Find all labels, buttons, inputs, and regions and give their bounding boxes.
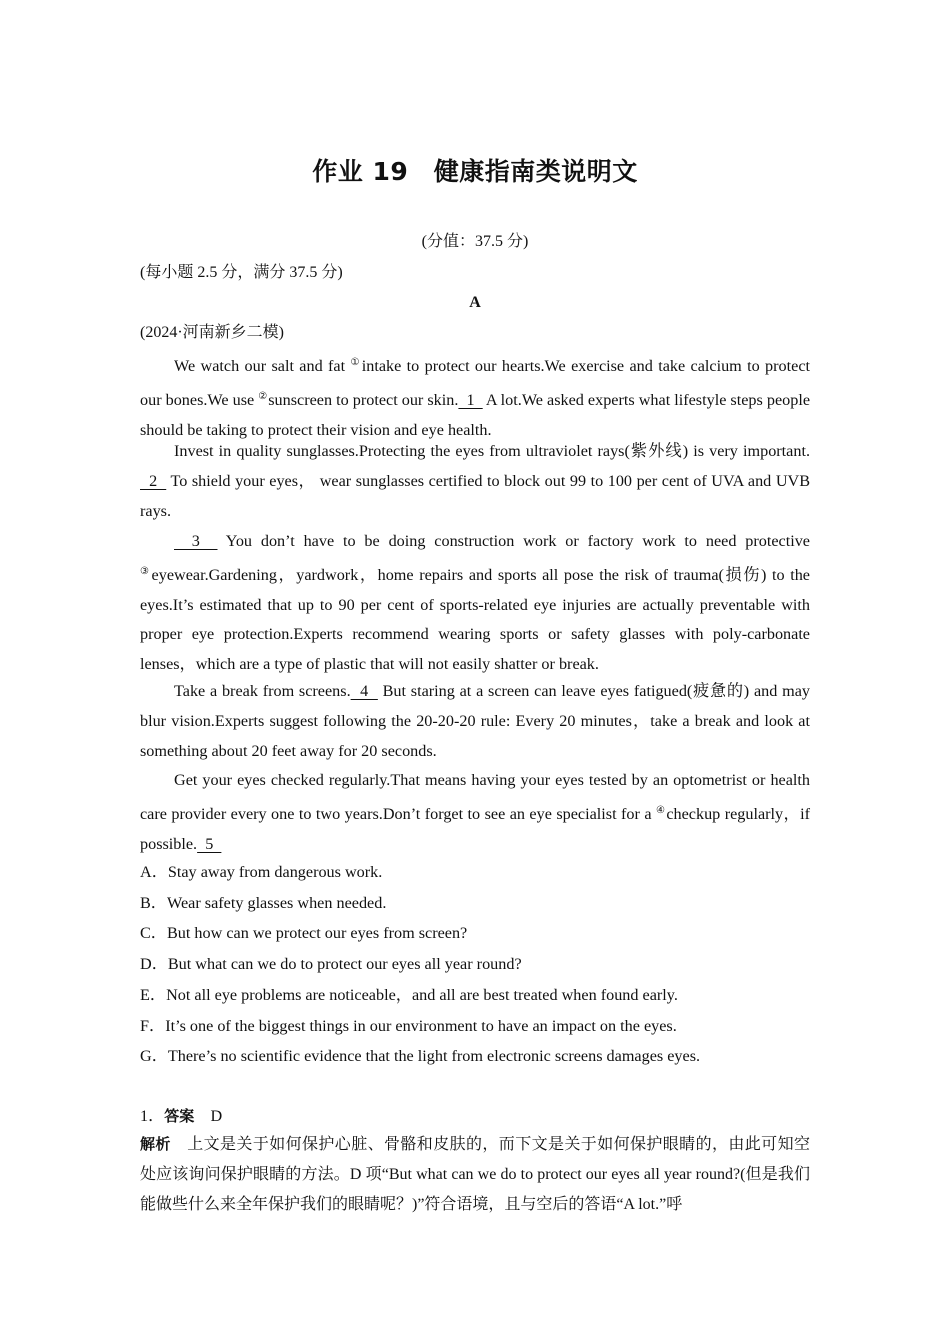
answer-value: D — [210, 1107, 223, 1125]
p3-text-b: eyewear.Gardening，yardwork，home repairs and sports all pose the risk of trauma(损伤) to the eyes.It’s estimated that up to 90 per cent of sports-related eye injuries are actually preventable with proper eye protection.Experts recommend wearing sports or safety glasses with poly-carbonate lenses，which are a type of plastic that will not easily shatter or break. — [140, 565, 810, 674]
p5-text-b: checkup regularly，if possible. — [140, 804, 811, 853]
p1-text-a: We watch our salt and fat — [174, 357, 351, 375]
explanation-label: 解析 — [140, 1135, 171, 1153]
option-g: G．There’s no scientific evidence that the light from electronic screens damages eyes. — [140, 1047, 701, 1065]
p1-text-b: intake to protect our hearts.We exercise and take calcium to protect our bones.We use — [140, 357, 810, 409]
option-a: A．Stay away from dangerous work. — [140, 863, 383, 881]
explanation — [140, 1130, 810, 1219]
blank-3: 3 — [174, 532, 218, 550]
option-f: F．It’s one of the biggest things in our environment to have an impact on the eyes. — [140, 1017, 677, 1035]
answer-line — [140, 1106, 810, 1126]
p1-text-d: A lot.We asked experts what lifestyle steps people should be taking to protect their vision and eye health. — [140, 390, 810, 439]
blank-1: 1 — [458, 390, 483, 409]
paragraph-3 — [140, 527, 810, 680]
p3-text-a: You don’t have to be doing construction work or factory work to need protective — [217, 532, 810, 550]
source-line: (2024·河南新乡二模) — [140, 324, 284, 341]
paragraph-4 — [140, 677, 810, 766]
p2-text-a: Invest in quality sunglasses.Protecting the eyes from ultraviolet rays(紫外线) is very important. — [174, 442, 810, 460]
option-b: B．Wear safety glasses when needed. — [140, 894, 387, 912]
p2-text-b: To shield your eyes， wear sunglasses certified to block out 99 to 100 per cent of UVA and UVB rays. — [140, 471, 810, 520]
blank-2: 2 — [140, 471, 167, 490]
paragraph-2 — [140, 437, 810, 526]
answer-label: 答案 — [164, 1107, 195, 1125]
footnote-marker-2: ② — [258, 390, 268, 402]
answer-number: 1． — [140, 1107, 165, 1125]
explanation-text: 上文是关于如何保护心脏、骨骼和皮肤的，而下文是关于如何保护眼睛的，由此可知空处应该询问保护眼睛的方法。D 项“But what can we do to protect our eyes all year round?(但是我们能做些什么来全年保护我们的眼睛呢？)”符合语境，且与空后的答语“A lot.”呼 — [140, 1136, 810, 1213]
footnote-marker-1: ① — [350, 357, 361, 368]
section-label: A — [469, 294, 481, 311]
option-e: E．Not all eye problems are noticeable，and all are best treated when found early. — [140, 986, 678, 1004]
p4-text-b: But staring at a screen can leave eyes fatigued(疲惫的) and may blur vision.Experts suggest following the 20-20-20 rule: Every 20 minutes，take a break and look at something about 20 feet away for 20 seconds. — [140, 682, 810, 760]
footnote-marker-4: ④ — [655, 804, 666, 816]
paragraph-1 — [140, 348, 810, 445]
score-note: (每小题 2.5 分，满分 37.5 分) — [140, 264, 343, 281]
paragraph-5 — [140, 766, 810, 859]
page-title: 作业 19 健康指南类说明文 — [312, 157, 638, 186]
p1-text-c: sunscreen to protect our skin. — [268, 390, 459, 409]
footnote-marker-3: ③ — [140, 565, 151, 577]
p4-text-a: Take a break from screens. — [174, 682, 351, 700]
blank-5: 5 — [197, 834, 222, 853]
score-line: (分值：37.5 分) — [421, 233, 529, 250]
p5-text-a: Get your eyes checked regularly.That means having your eyes tested by an optometrist or health care provider every one to two years.Don’t forget to see an eye specialist for a — [140, 771, 810, 823]
option-c: C．But how can we protect our eyes from screen? — [140, 924, 468, 942]
blank-4: 4 — [350, 682, 378, 700]
option-d: D．But what can we do to protect our eyes all year round? — [140, 955, 522, 973]
